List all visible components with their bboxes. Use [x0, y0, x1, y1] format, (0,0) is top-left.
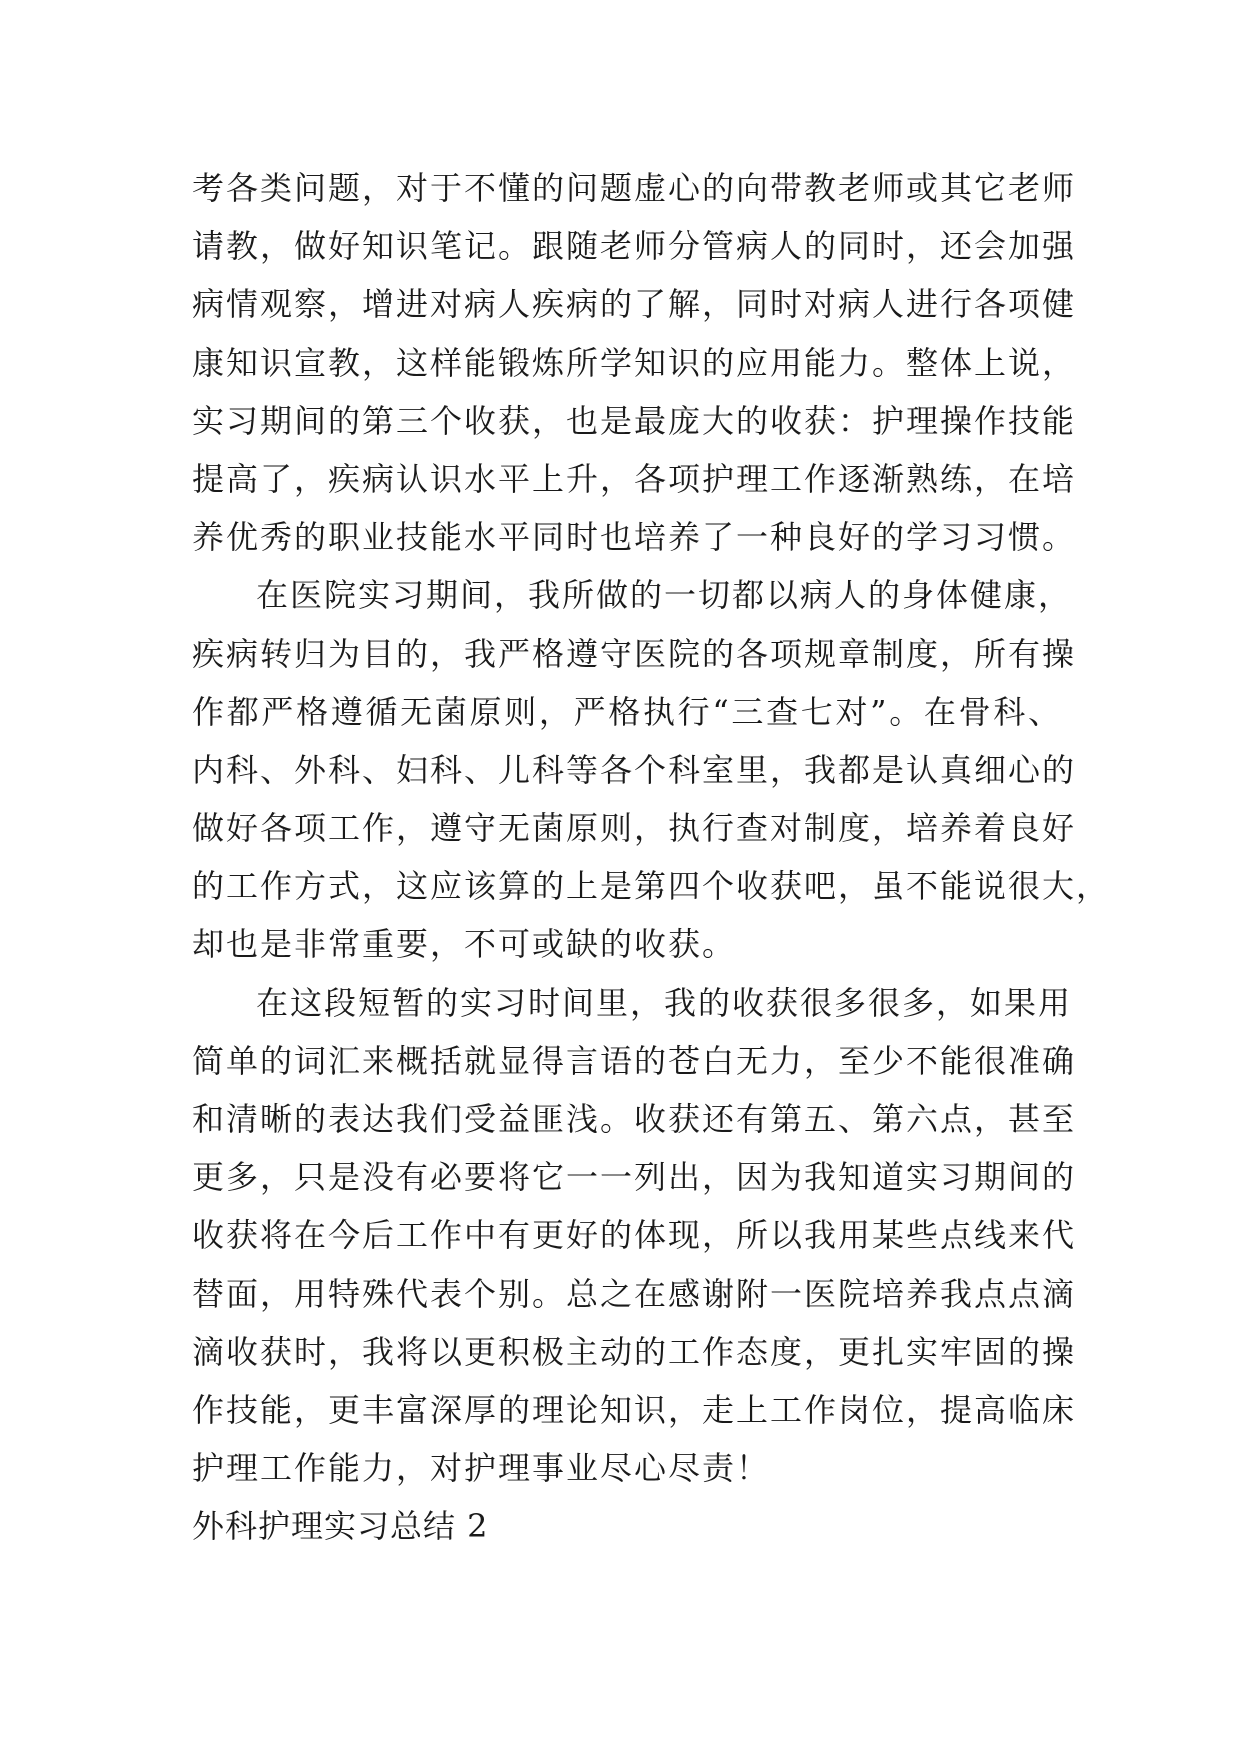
- text-line: 滴收获时，我将以更积极主动的工作态度，更扎实牢固的操: [192, 1332, 1077, 1371]
- paragraph-3: [192, 974, 1077, 1498]
- text-line: 实习期间的第三个收获，也是最庞大的收获：护理操作技能: [192, 401, 1077, 440]
- paragraph-2: [192, 566, 1111, 973]
- text-line: 养优秀的职业技能水平同时也培养了一种良好的学习习惯。: [192, 518, 1077, 557]
- text-line: 病情观察，增进对病人疾病的了解，同时对病人进行各项健: [192, 285, 1077, 324]
- text-line: 请教，做好知识笔记。跟随老师分管病人的同时，还会加强: [192, 227, 1077, 266]
- document-body: [192, 159, 1111, 1556]
- paragraph-1: [192, 159, 1077, 566]
- text-line: 护理工作能力，对护理事业尽心尽责！: [192, 1449, 771, 1488]
- text-line: 作都严格遵循无菌原则，严格执行“三查七对”。在骨科、: [192, 692, 1062, 731]
- text-line: 疾病转归为目的，我严格遵守医院的各项规章制度，所有操: [192, 634, 1077, 673]
- text-line: 却也是非常重要，不可或缺的收获。: [192, 925, 737, 964]
- text-line: 做好各项工作，遵守无菌原则，执行查对制度，培养着良好: [192, 809, 1077, 848]
- text-line: 在这段短暂的实习时间里，我的收获很多很多，如果用: [256, 983, 1073, 1022]
- text-line: 作技能，更丰富深厚的理论知识，走上工作岗位，提高临床: [192, 1390, 1077, 1429]
- text-line: 更多，只是没有必要将它一一列出，因为我知道实习期间的: [192, 1158, 1077, 1197]
- section-heading: 外科护理实习总结 2: [192, 1507, 489, 1546]
- text-line: 考各类问题，对于不懂的问题虚心的向带教老师或其它老师: [192, 169, 1077, 207]
- text-line: 提高了，疾病认识水平上升，各项护理工作逐渐熟练，在培: [192, 459, 1077, 498]
- text-line: 在医院实习期间，我所做的一切都以病人的身体健康，: [256, 576, 1073, 615]
- text-line: 康知识宣教，这样能锻炼所学知识的应用能力。整体上说，: [192, 343, 1077, 382]
- text-line: 的工作方式，这应该算的上是第四个收获吧，虽不能说很大，: [192, 867, 1111, 906]
- text-line: 和清晰的表达我们受益匪浅。收获还有第五、第六点，甚至: [192, 1100, 1077, 1138]
- text-line: 收获将在今后工作中有更好的体现，所以我用某些点线来代: [192, 1216, 1077, 1255]
- text-line: 内科、外科、妇科、儿科等各个科室里，我都是认真细心的: [192, 750, 1077, 789]
- text-line: 替面，用特殊代表个别。总之在感谢附一医院培养我点点滴: [192, 1274, 1077, 1313]
- text-line: 简单的词汇来概括就显得言语的苍白无力，至少不能很准确: [192, 1041, 1077, 1080]
